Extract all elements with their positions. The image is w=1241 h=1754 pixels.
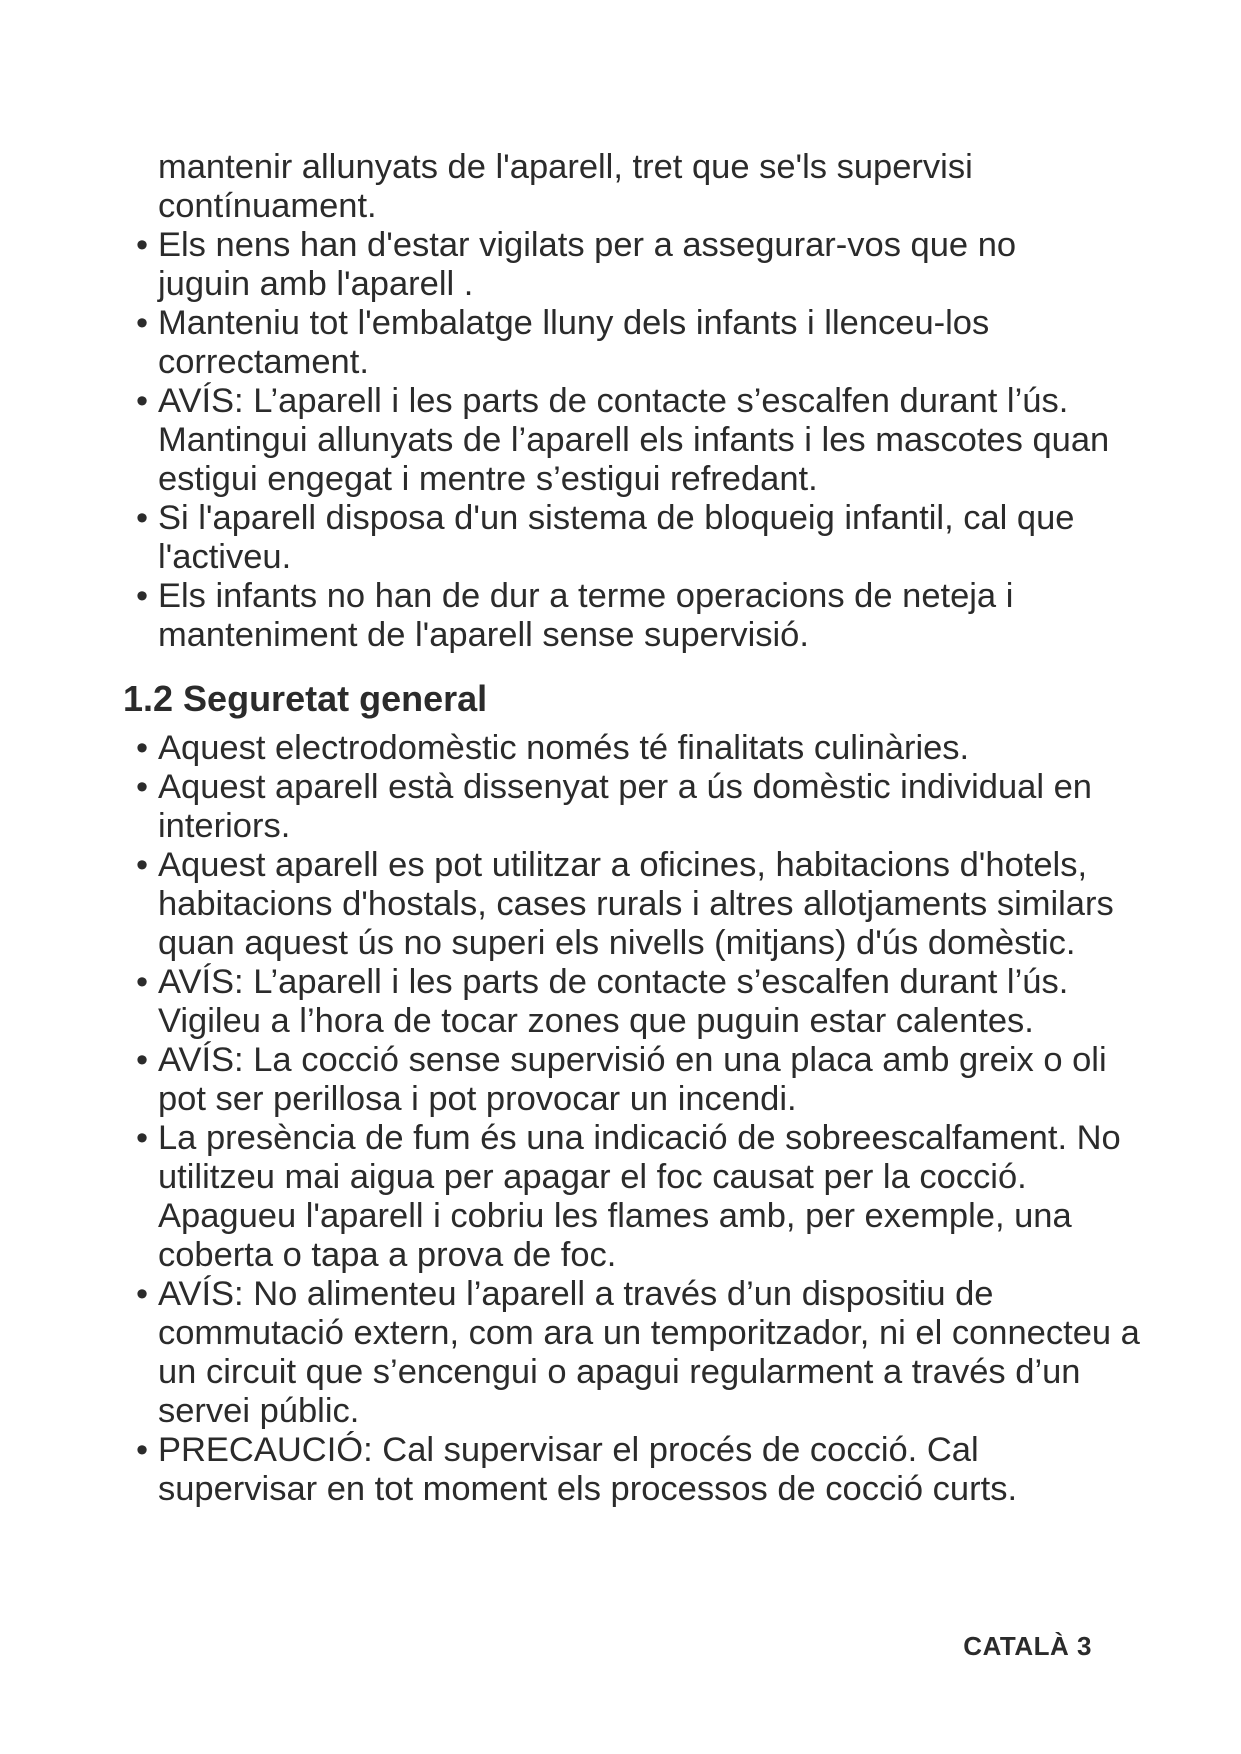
- page-footer: CATALÀ 3: [963, 1631, 1092, 1661]
- list-item: • Els infants no han de dur a terme operacions de neteja i manteniment de l'aparell sense supervisió.: [136, 577, 1014, 654]
- list-item: • Els nens han d'estar vigilats per a assegurar-vos que no juguin amb l'aparell .: [136, 226, 1017, 303]
- page-content: [123, 148, 1140, 1509]
- list-item: • Aquest aparell es pot utilitzar a oficines, habitacions d'hotels, habitacions d'hostals, cases rurals i altres allotjaments similars quan aquest ús no superi els nivells (mitjans) d'ús domèstic.: [136, 846, 1114, 962]
- bullet-icon: •: [136, 1041, 149, 1079]
- bullet-icon: •: [136, 963, 149, 1001]
- continued-text-label: mantenir allunyats de l'aparell, tret que se'ls supervisi contínuament.: [158, 148, 973, 225]
- list-item: • PRECAUCIÓ: Cal supervisar el procés de cocció. Cal supervisar en tot moment els processos de cocció curts.: [136, 1431, 1018, 1508]
- child-safety-list: [123, 226, 1123, 655]
- bullet-icon: •: [136, 729, 149, 767]
- list-item: • AVÍS: L’aparell i les parts de contacte s’escalfen durant l’ús. Vigileu a l’hora de tocar zones que puguin estar calentes.: [136, 963, 1069, 1040]
- continued-text: [123, 148, 1058, 226]
- list-item: • La presència de fum és una indicació de sobreescalfament. No utilitzeu mai aigua per apagar el foc causat per la cocció. Apagueu l'aparell i cobriu les flames amb, per exemple, una coberta o tapa a prova de foc.: [136, 1119, 1121, 1274]
- bullet-icon: •: [136, 226, 149, 264]
- bullet-icon: •: [136, 1275, 149, 1313]
- bullet-icon: •: [136, 846, 149, 884]
- list-item: • AVÍS: L’aparell i les parts de contacte s’escalfen durant l’ús. Mantingui allunyats de l’aparell els infants i les mascotes quan estigui engegat i mentre s’estigui refredant.: [136, 382, 1110, 498]
- bullet-icon: •: [136, 1431, 149, 1469]
- list-item: • Si l'aparell disposa d'un sistema de bloqueig infantil, cal que l'activeu.: [136, 499, 1075, 576]
- bullet-icon: •: [136, 768, 149, 806]
- general-safety-list: [123, 729, 1140, 1509]
- list-item: • AVÍS: No alimenteu l’aparell a través d’un dispositiu de commutació extern, com ara un temporitzador, ni el connecteu a un circuit que s’encengui o apagui regularment a través d’un servei públic.: [136, 1275, 1140, 1430]
- list-item: • Aquest aparell està dissenyat per a ús domèstic individual en interiors.: [136, 768, 1092, 845]
- section-title: 1.2 Seguretat general: [123, 678, 488, 719]
- bullet-icon: •: [136, 499, 149, 537]
- bullet-icon: •: [136, 382, 149, 420]
- bullet-icon: •: [136, 577, 149, 615]
- bullet-icon: •: [136, 1119, 149, 1157]
- bullet-icon: •: [136, 304, 149, 342]
- list-item: • AVÍS: La cocció sense supervisió en una placa amb greix o oli pot ser perillosa i pot provocar un incendi.: [136, 1041, 1107, 1118]
- list-item: • Manteniu tot l'embalatge lluny dels infants i llenceu-los correctament.: [136, 304, 990, 381]
- list-item: • Aquest electrodomèstic només té finalitats culinàries.: [136, 729, 970, 767]
